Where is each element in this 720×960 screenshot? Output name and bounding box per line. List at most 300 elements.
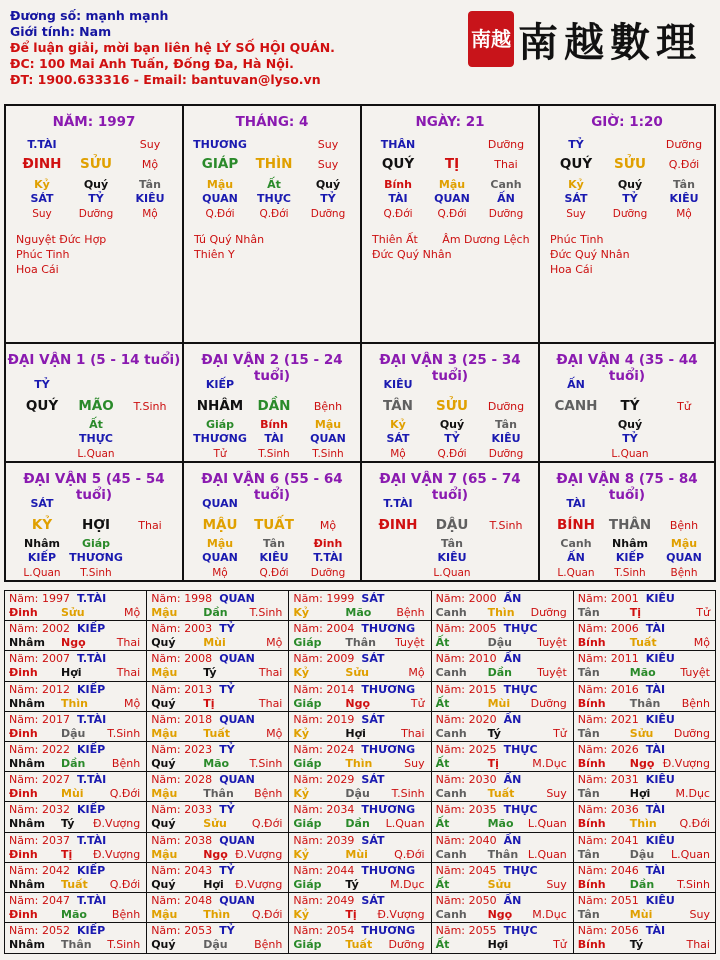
hidden-stem: Tân bbox=[495, 418, 517, 431]
hidden-state: Tử bbox=[213, 448, 227, 460]
year-stem: Kỷ bbox=[293, 787, 310, 801]
hidden-stem: Canh bbox=[560, 537, 592, 550]
year-star: ẤN bbox=[503, 652, 522, 666]
hidden-star: KIÊU bbox=[669, 192, 699, 205]
hidden-star: T.TÀI bbox=[313, 551, 343, 564]
hidden-state: Dưỡng bbox=[488, 448, 524, 460]
hidden-stem: Giáp bbox=[205, 418, 235, 431]
year-number: 2033 bbox=[184, 803, 213, 817]
year-number: 2032 bbox=[42, 803, 70, 817]
year-stem: Đinh bbox=[9, 787, 38, 801]
earthly-branch: SỬU bbox=[80, 156, 112, 172]
shen-sha-item: Phúc Tinh bbox=[550, 233, 604, 246]
year-state: Tử bbox=[410, 696, 425, 710]
year-branch: Mùi bbox=[61, 787, 84, 801]
pillar-cell bbox=[540, 106, 714, 344]
year-star: TÀI bbox=[645, 682, 666, 696]
year-number: 2047 bbox=[42, 894, 70, 907]
gender: Giới tính: Nam bbox=[10, 24, 112, 39]
year-star: THỰC bbox=[503, 803, 538, 817]
hidden-state: Dưỡng bbox=[612, 208, 648, 220]
owner-name: Đương số: mạnh mạnh bbox=[10, 8, 169, 23]
dai-van-star: TỶ bbox=[34, 378, 50, 391]
year-number: 1998 bbox=[184, 592, 213, 605]
year-branch: Thân bbox=[61, 938, 92, 952]
year-cell bbox=[147, 712, 289, 742]
pillar-title: NGÀY: 21 bbox=[415, 114, 485, 130]
year-branch: Hợi bbox=[61, 666, 82, 680]
hidden-state: L.Quan bbox=[557, 567, 595, 579]
year-cell bbox=[147, 772, 289, 802]
year-star: SÁT bbox=[361, 833, 385, 847]
dai-van-cell bbox=[540, 463, 714, 582]
year-star: KIẾP bbox=[77, 863, 106, 877]
year-state: Đ.Vượng bbox=[235, 847, 283, 861]
year-cell bbox=[5, 742, 147, 772]
year-cell bbox=[574, 893, 716, 923]
year-state: Mộ bbox=[123, 696, 141, 710]
year-cell bbox=[432, 591, 574, 621]
year-state: L.Quan bbox=[527, 847, 567, 861]
top-star: THƯƠNG bbox=[193, 138, 247, 151]
year-number: 2021 bbox=[610, 712, 639, 726]
hidden-state: Dưỡng bbox=[488, 208, 524, 220]
year-state: Q.Đới bbox=[109, 787, 141, 801]
year-label: Năm: bbox=[9, 924, 39, 938]
year-cell bbox=[432, 712, 574, 742]
year-stem: Tân bbox=[577, 666, 600, 680]
year-branch: Ngọ bbox=[629, 757, 655, 770]
year-stem: Nhâm bbox=[9, 817, 45, 831]
year-branch: Sửu bbox=[629, 726, 654, 740]
year-state: Q.Đới bbox=[251, 908, 283, 921]
year-stem: Giáp bbox=[293, 696, 322, 710]
hidden-star: THỰC bbox=[257, 192, 291, 205]
year-star: ẤN bbox=[503, 592, 522, 605]
year-stem: Giáp bbox=[293, 817, 322, 831]
hidden-star: SÁT bbox=[30, 192, 54, 205]
year-label: Năm: bbox=[151, 833, 181, 847]
year-star: QUAN bbox=[219, 652, 255, 666]
year-star: TỶ bbox=[219, 924, 235, 938]
contact-line: Để luận giải, mời bạn liên hệ LÝ SỐ HỘI QUÁN. bbox=[10, 40, 335, 55]
hidden-state: L.Quan bbox=[433, 567, 471, 579]
year-star: KIÊU bbox=[645, 894, 675, 907]
year-number: 2002 bbox=[42, 622, 70, 636]
dai-van-stem: QUÝ bbox=[25, 398, 59, 414]
pillar-title: THÁNG: 4 bbox=[235, 114, 309, 130]
dai-van-star: SÁT bbox=[30, 497, 54, 510]
year-cell bbox=[574, 863, 716, 893]
year-star: KIÊU bbox=[645, 712, 675, 726]
year-state: Dưỡng bbox=[530, 696, 567, 710]
year-stem: Kỷ bbox=[293, 847, 310, 861]
year-number: 2001 bbox=[610, 592, 639, 605]
year-stem: Nhâm bbox=[9, 696, 45, 710]
year-stem: Đinh bbox=[9, 847, 38, 861]
year-label: Năm: bbox=[151, 894, 181, 907]
year-number: 2023 bbox=[184, 743, 213, 756]
year-star: ẤN bbox=[503, 894, 522, 907]
year-cell bbox=[432, 742, 574, 772]
dai-van-star: TÀI bbox=[566, 497, 586, 510]
dai-van-star: KIẾP bbox=[205, 378, 235, 391]
year-label: Năm: bbox=[293, 894, 323, 907]
year-star: KIÊU bbox=[645, 592, 675, 605]
year-branch: Mão bbox=[345, 606, 372, 619]
hidden-state: L.Quan bbox=[23, 567, 61, 579]
year-star: QUAN bbox=[219, 592, 255, 605]
dai-van-state: Tử bbox=[677, 400, 691, 413]
year-branch: Ngọ bbox=[61, 636, 86, 650]
year-star: KIẾP bbox=[77, 682, 106, 696]
earthly-branch: SỬU bbox=[614, 156, 646, 172]
year-cell bbox=[5, 621, 147, 651]
year-label: Năm: bbox=[293, 682, 323, 696]
year-number: 2045 bbox=[468, 863, 497, 877]
year-star: THƯƠNG bbox=[361, 863, 416, 877]
year-label: Năm: bbox=[577, 622, 608, 636]
hidden-state: Mộ bbox=[676, 208, 692, 220]
year-cell bbox=[147, 863, 289, 893]
year-state: Mộ bbox=[266, 726, 283, 740]
year-label: Năm: bbox=[435, 894, 465, 907]
dai-van-cell bbox=[6, 463, 184, 582]
year-label: Năm: bbox=[435, 803, 465, 817]
dai-van-state: Dưỡng bbox=[487, 400, 525, 413]
pillar-title: GIỜ: 1:20 bbox=[591, 114, 663, 130]
year-stem: Giáp bbox=[293, 938, 322, 952]
year-cell bbox=[147, 682, 289, 712]
dai-van-branch: TUẤT bbox=[254, 517, 294, 533]
year-star: THỰC bbox=[503, 743, 538, 756]
year-stem: Ất bbox=[435, 817, 450, 831]
year-cell bbox=[432, 621, 574, 651]
top-state: Dưỡng bbox=[487, 138, 525, 151]
year-number: 2012 bbox=[42, 682, 70, 696]
dai-van-branch: THÂN bbox=[608, 517, 652, 533]
year-label: Năm: bbox=[9, 682, 39, 696]
pillar-cell bbox=[184, 106, 362, 344]
year-label: Năm: bbox=[293, 622, 323, 636]
logo-text: 南越數理 bbox=[518, 18, 702, 66]
hidden-stem: Bính bbox=[260, 418, 288, 431]
hidden-state: Mộ bbox=[212, 567, 228, 579]
year-branch: Sửu bbox=[61, 606, 85, 619]
year-stem: Kỷ bbox=[293, 726, 310, 740]
hidden-state: Q.Đới bbox=[437, 448, 467, 460]
year-number: 2004 bbox=[326, 622, 355, 636]
top-star: THÂN bbox=[380, 138, 416, 151]
year-stem: Nhâm bbox=[9, 877, 45, 891]
dai-van-title: ĐẠI VẬN 2 (15 - 24 tuổi) bbox=[201, 352, 343, 384]
year-label: Năm: bbox=[293, 803, 323, 817]
year-number: 2049 bbox=[326, 894, 355, 907]
year-star: T.TÀI bbox=[77, 773, 107, 787]
dai-van-state: Thai bbox=[138, 519, 162, 532]
year-stem: Mậu bbox=[151, 908, 178, 921]
year-number: 1997 bbox=[42, 592, 70, 605]
hidden-stem: Kỷ bbox=[34, 178, 50, 191]
year-number: 2034 bbox=[326, 803, 355, 817]
year-number: 2006 bbox=[610, 622, 639, 636]
year-number: 2026 bbox=[610, 743, 639, 756]
dai-van-branch: DẦN bbox=[257, 398, 291, 414]
year-branch: Thân bbox=[345, 636, 376, 650]
year-number: 2030 bbox=[468, 773, 497, 787]
year-cell bbox=[5, 591, 147, 621]
hidden-stem: Ất bbox=[267, 178, 281, 191]
year-state: Thai bbox=[686, 938, 710, 952]
branch-state: Thai bbox=[494, 158, 518, 171]
year-number: 2039 bbox=[326, 833, 355, 847]
year-cell bbox=[289, 772, 431, 802]
hidden-star: TỶ bbox=[320, 192, 336, 205]
year-cell bbox=[574, 923, 716, 953]
year-star: SÁT bbox=[361, 894, 385, 907]
year-cell bbox=[289, 591, 431, 621]
year-star: T.TÀI bbox=[77, 592, 107, 605]
year-label: Năm: bbox=[577, 682, 608, 696]
year-stem: Mậu bbox=[151, 726, 178, 740]
year-star: KIẾP bbox=[77, 924, 106, 938]
year-star: QUAN bbox=[219, 773, 255, 787]
year-state: Suy bbox=[689, 908, 710, 921]
hidden-stem: Kỷ bbox=[390, 418, 406, 431]
year-state: T.Sinh bbox=[107, 938, 141, 952]
year-label: Năm: bbox=[151, 924, 181, 938]
top-star: T.TÀI bbox=[27, 138, 57, 151]
hidden-stem: Tân bbox=[139, 178, 161, 191]
hidden-stem: Giáp bbox=[81, 537, 111, 550]
hidden-star: KIÊU bbox=[437, 551, 467, 564]
year-star: THƯƠNG bbox=[361, 743, 416, 756]
year-stem: Quý bbox=[151, 757, 176, 770]
hidden-stem: Quý bbox=[315, 178, 341, 191]
year-cell bbox=[5, 863, 147, 893]
year-star: KIẾP bbox=[77, 743, 106, 756]
year-branch: Tị bbox=[487, 757, 499, 770]
year-number: 2031 bbox=[610, 773, 639, 787]
dai-van-star: KIÊU bbox=[383, 378, 413, 391]
year-label: Năm: bbox=[151, 863, 181, 877]
year-stem: Mậu bbox=[151, 666, 178, 680]
year-branch: Dậu bbox=[345, 787, 370, 801]
year-number: 2042 bbox=[42, 863, 70, 877]
hidden-star: QUAN bbox=[434, 192, 470, 205]
year-state: M.Dục bbox=[675, 787, 710, 801]
year-branch: Dần bbox=[629, 877, 655, 891]
year-state: Tử bbox=[553, 726, 567, 740]
year-state: Bệnh bbox=[111, 757, 141, 770]
year-branch: Mão bbox=[629, 666, 656, 680]
year-label: Năm: bbox=[9, 743, 39, 756]
hidden-state: Q.Đới bbox=[437, 208, 467, 220]
year-label: Năm: bbox=[577, 592, 608, 605]
year-star: THỰC bbox=[503, 863, 538, 877]
heavenly-stem: GIÁP bbox=[201, 156, 239, 172]
year-number: 2035 bbox=[468, 803, 497, 817]
year-stem: Giáp bbox=[293, 636, 322, 650]
year-number: 2014 bbox=[326, 682, 355, 696]
year-label: Năm: bbox=[577, 773, 608, 787]
year-branch: Thìn bbox=[61, 696, 88, 710]
year-stem: Kỷ bbox=[293, 908, 310, 921]
year-cell bbox=[147, 893, 289, 923]
year-cell bbox=[432, 923, 574, 953]
year-number: 2015 bbox=[468, 682, 497, 696]
hidden-star: QUAN bbox=[310, 432, 346, 445]
year-number: 2010 bbox=[468, 652, 497, 666]
hidden-star: ẤN bbox=[567, 551, 585, 564]
four-pillars-grid bbox=[4, 104, 716, 582]
year-cell bbox=[289, 651, 431, 681]
year-branch: Ngọ bbox=[487, 908, 513, 921]
year-stem: Canh bbox=[435, 847, 467, 861]
hidden-state: Q.Đới bbox=[383, 208, 413, 220]
dai-van-stem: MẬU bbox=[202, 517, 238, 533]
year-stem: Mậu bbox=[151, 787, 178, 801]
year-number: 2018 bbox=[184, 712, 213, 726]
year-state: T.Sinh bbox=[249, 757, 283, 770]
year-state: Mộ bbox=[123, 606, 141, 619]
earthly-branch: TỊ bbox=[444, 156, 460, 172]
year-branch: Tuất bbox=[345, 938, 373, 952]
pillar-cell bbox=[362, 106, 540, 344]
year-star: TỶ bbox=[219, 803, 235, 817]
year-state: Tuyệt bbox=[537, 636, 567, 650]
hidden-state: L.Quan bbox=[77, 448, 115, 460]
year-cell bbox=[289, 893, 431, 923]
dai-van-branch: TÝ bbox=[620, 398, 640, 414]
top-state: Suy bbox=[317, 138, 339, 151]
year-label: Năm: bbox=[9, 773, 39, 787]
year-branch: Sửu bbox=[345, 666, 369, 680]
year-state: Thai bbox=[258, 666, 283, 680]
year-star: T.TÀI bbox=[77, 894, 107, 907]
hidden-star: QUAN bbox=[666, 551, 702, 564]
year-cell bbox=[574, 651, 716, 681]
year-branch: Hợi bbox=[203, 877, 224, 891]
year-label: Năm: bbox=[293, 833, 323, 847]
year-number: 2036 bbox=[610, 803, 639, 817]
year-branch: Mão bbox=[61, 908, 87, 921]
year-stem: Tân bbox=[577, 847, 600, 861]
year-star: QUAN bbox=[219, 894, 255, 907]
year-star: TÀI bbox=[645, 803, 666, 817]
year-label: Năm: bbox=[9, 894, 39, 907]
year-state: Thai bbox=[401, 726, 425, 740]
hidden-state: Mộ bbox=[142, 208, 158, 220]
year-branch: Tị bbox=[629, 606, 642, 619]
year-star: THỰC bbox=[503, 622, 538, 636]
dai-van-branch: HỢI bbox=[81, 517, 111, 533]
year-label: Năm: bbox=[9, 652, 39, 666]
year-branch: Hợi bbox=[487, 938, 509, 952]
year-state: Thai bbox=[258, 696, 283, 710]
year-number: 2013 bbox=[184, 682, 213, 696]
year-cell bbox=[147, 802, 289, 832]
year-branch: Thân bbox=[629, 696, 661, 710]
year-branch: Mùi bbox=[345, 847, 368, 861]
hidden-star: TỶ bbox=[444, 432, 460, 445]
year-number: 2053 bbox=[184, 924, 213, 938]
year-label: Năm: bbox=[9, 803, 39, 817]
year-branch: Tị bbox=[61, 847, 73, 861]
dai-van-state: T.Sinh bbox=[489, 519, 523, 532]
hidden-state: T.Sinh bbox=[258, 448, 290, 460]
year-state: Q.Đới bbox=[109, 877, 141, 891]
year-cell bbox=[574, 682, 716, 712]
branch-state: Mộ bbox=[141, 158, 159, 171]
year-star: KIÊU bbox=[645, 773, 675, 787]
year-number: 2003 bbox=[184, 622, 213, 636]
hidden-state: L.Quan bbox=[611, 448, 649, 460]
year-star: T.TÀI bbox=[77, 712, 107, 726]
year-cell bbox=[432, 863, 574, 893]
year-number: 2009 bbox=[326, 652, 355, 666]
year-label: Năm: bbox=[151, 652, 181, 666]
year-state: Tử bbox=[553, 938, 567, 952]
year-cell bbox=[289, 742, 431, 772]
shen-sha-item: Thiên Y bbox=[194, 248, 235, 261]
hidden-state: Suy bbox=[32, 208, 52, 220]
hidden-stem: Mậu bbox=[314, 418, 342, 431]
year-state: Bệnh bbox=[254, 938, 283, 952]
year-branch: Tý bbox=[487, 726, 501, 740]
year-cell bbox=[574, 712, 716, 742]
year-label: Năm: bbox=[293, 712, 323, 726]
dai-van-cell bbox=[540, 344, 714, 463]
hidden-state: Mộ bbox=[390, 448, 406, 460]
year-state: T.Sinh bbox=[107, 726, 141, 740]
year-stem: Mậu bbox=[151, 847, 178, 861]
year-stem: Bính bbox=[577, 938, 606, 952]
year-star: ẤN bbox=[503, 773, 522, 787]
dai-van-star: QUAN bbox=[202, 497, 238, 510]
top-state: Suy bbox=[139, 138, 161, 151]
heavenly-stem: QUÝ bbox=[381, 156, 415, 172]
dai-van-cell bbox=[362, 463, 540, 582]
year-state: Đ.Vượng bbox=[377, 908, 425, 921]
hidden-stem: Mậu bbox=[206, 537, 234, 550]
year-state: T.Sinh bbox=[249, 606, 283, 619]
year-state: Mộ bbox=[266, 636, 283, 650]
hidden-star: THƯƠNG bbox=[193, 432, 247, 445]
year-label: Năm: bbox=[577, 894, 608, 907]
year-stem: Bính bbox=[577, 636, 606, 650]
hidden-stem: Mậu bbox=[670, 537, 698, 550]
year-cell bbox=[289, 712, 431, 742]
year-cell bbox=[289, 863, 431, 893]
year-label: Năm: bbox=[9, 712, 39, 726]
dai-van-title: ĐẠI VẬN 6 (55 - 64 tuổi) bbox=[201, 471, 343, 503]
year-label: Năm: bbox=[435, 863, 465, 877]
year-label: Năm: bbox=[435, 833, 465, 847]
year-state: Tử bbox=[696, 606, 710, 619]
year-number: 2025 bbox=[468, 743, 497, 756]
year-branch: Dậu bbox=[61, 726, 86, 740]
year-stem: Canh bbox=[435, 726, 467, 740]
year-label: Năm: bbox=[293, 743, 323, 756]
year-state: Dưỡng bbox=[388, 938, 425, 952]
year-branch: Dần bbox=[61, 757, 86, 770]
year-star: SÁT bbox=[361, 712, 385, 726]
chart-header bbox=[10, 8, 335, 88]
year-cell bbox=[5, 682, 147, 712]
year-stem: Mậu bbox=[151, 606, 178, 619]
year-state: Đ.Vượng bbox=[92, 817, 141, 831]
